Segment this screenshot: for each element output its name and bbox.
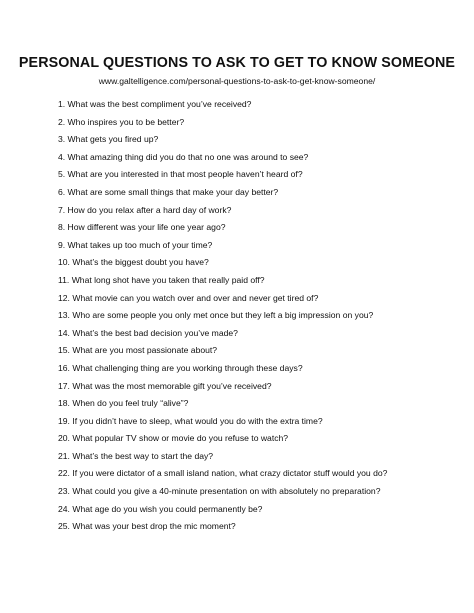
question-item: 6. What are some small things that make your day better? xyxy=(58,186,279,197)
question-item: 21. What’s the best way to start the day? xyxy=(58,450,214,461)
question-item: 25. What was your best drop the mic moment? xyxy=(58,521,236,532)
question-item: 9. What takes up too much of your time? xyxy=(58,239,213,250)
question-item: 15. What are you most passionate about? xyxy=(58,345,218,356)
question-item: 3. What gets you fired up? xyxy=(58,134,159,145)
question-item: 4. What amazing thing did you do that no one was around to see? xyxy=(58,151,309,162)
question-item: 10. What’s the biggest doubt you have? xyxy=(58,257,209,268)
question-item: 5. What are you interested in that most people haven’t heard of? xyxy=(58,169,303,180)
question-item: 1. What was the best compliment you’ve received? xyxy=(58,99,252,109)
question-item: 12. What movie can you watch over and over and never get tired of? xyxy=(58,292,319,303)
question-item: 7. How do you relax after a hard day of work? xyxy=(58,204,232,215)
question-item: 24. What age do you wish you could permanently be? xyxy=(58,503,263,514)
question-item: 16. What challenging thing are you working through these days? xyxy=(58,362,303,373)
question-item: 22. If you were dictator of a small island nation, what crazy dictator stuff would you do? xyxy=(58,468,388,479)
page-title: PERSONAL QUESTIONS TO ASK TO GET TO KNOW SOMEONE xyxy=(18,55,456,71)
question-item: 11. What long shot have you taken that really paid off? xyxy=(58,274,265,285)
question-item: 20. What popular TV show or movie do you refuse to watch? xyxy=(58,433,289,444)
question-list xyxy=(58,98,458,538)
question-item: 2. Who inspires you to be better? xyxy=(58,116,185,127)
question-item: 18. When do you feel truly “alive”? xyxy=(58,398,189,409)
question-item: 17. What was the most memorable gift you’ve received? xyxy=(58,380,272,391)
question-item: 23. What could you give a 40-minute presentation on with absolutely no preparation? xyxy=(58,486,381,497)
question-item: 8. How different was your life one year ago? xyxy=(58,222,226,233)
question-item: 13. Who are some people you only met once but they left a big impression on you? xyxy=(58,310,374,321)
source-url: www.galtelligence.com/personal-questions-to-ask-to-get-know-someone/ xyxy=(98,76,376,86)
question-item: 19. If you didn’t have to sleep, what would you do with the extra time? xyxy=(58,415,323,426)
question-item: 14. What’s the best bad decision you’ve made? xyxy=(58,327,238,338)
